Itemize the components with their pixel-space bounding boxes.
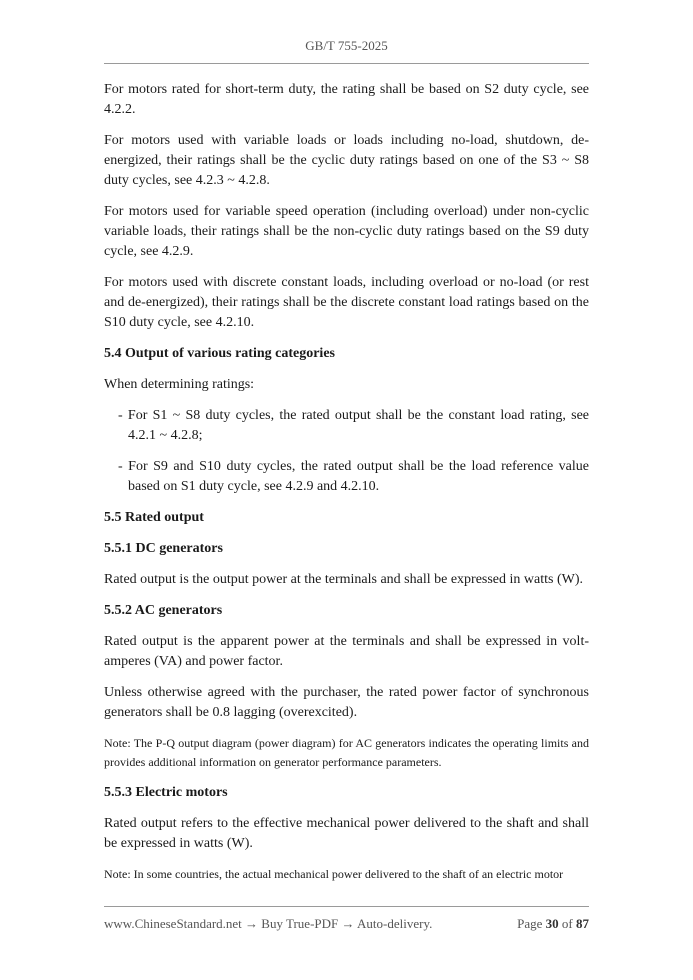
paragraph-ac-rated-output: Rated output is the apparent power at the terminals and shall be expressed in volt-amperes (VA) and power factor. <box>104 634 589 669</box>
paragraph-motor-rated-output: Rated output refers to the effective mechanical power delivered to the shaft and shall be expressed in watts (W). <box>104 816 589 851</box>
heading-5-5-1: 5.5.1 DC generators <box>104 541 223 556</box>
list-item-s9-s10: - For S9 and S10 duty cycles, the rated output shall be the load reference value based on S1 duty cycle, see 4.2.9 and 4.2.10. <box>118 459 589 494</box>
paragraph-s2-duty: For motors rated for short-term duty, the rating shall be based on S2 duty cycle, see 4.2.2. <box>104 82 589 117</box>
paragraph-s9-duty: For motors used for variable speed operation (including overload) under non-cyclic variable loads, their ratings shall be the non-cyclic duty ratings based on the S9 duty cycle, see 4.2.9. <box>104 204 589 259</box>
paragraph-s3-s8-duty: For motors used with variable loads or loads including no-load, shutdown, de-energized, their ratings shall be the cyclic duty ratings based on one of the S3 ~ S8 duty cycles, see 4.2.3 ~ 4.2.8. <box>104 133 589 188</box>
footer-site-link[interactable]: www.ChineseStandard.net <box>104 916 242 931</box>
paragraph-dc-rated-output: Rated output is the output power at the terminals and shall be expressed in watts (W). <box>104 572 583 587</box>
paragraph-s10-duty: For motors used with discrete constant loads, including overload or no-load (or rest and de-energized), their ratings shall be the discrete constant load ratings based on the S10 duty cycle, see 4.2.10. <box>104 275 589 330</box>
footer-source <box>104 916 432 932</box>
page-number <box>517 916 589 932</box>
page-label: Page <box>517 916 543 931</box>
page-header: GB/T 755-2025 <box>305 38 388 53</box>
page-current: 30 <box>545 916 559 931</box>
note-pq-diagram: Note: The P-Q output diagram (power diagram) for AC generators indicates the operating limits and provides additional information on generator performance parameters. <box>104 736 589 769</box>
header-divider <box>104 63 589 64</box>
paragraph-power-factor: Unless otherwise agreed with the purchaser, the rated power factor of synchronous generators shall be 0.8 lagging (overexcited). <box>104 685 589 720</box>
list-item-s1-s8: - For S1 ~ S8 duty cycles, the rated output shall be the constant load rating, see 4.2.1 ~ 4.2.8; <box>118 408 589 443</box>
heading-5-5-2: 5.5.2 AC generators <box>104 603 223 618</box>
footer-divider <box>104 906 589 907</box>
of-label: of <box>561 916 573 931</box>
paragraph-when-determining: When determining ratings: <box>104 377 255 392</box>
document-body <box>104 80 589 895</box>
note-mechanical-power: Note: In some countries, the actual mechanical power delivered to the shaft of an electric motor <box>104 867 564 881</box>
footer-tagline: → Buy True-PDF → Auto-delivery. <box>241 916 433 931</box>
heading-5-4: 5.4 Output of various rating categories <box>104 346 335 361</box>
heading-5-5-3: 5.5.3 Electric motors <box>104 785 228 800</box>
heading-5-5: 5.5 Rated output <box>104 510 204 525</box>
page-total: 87 <box>576 916 589 931</box>
page-footer <box>104 916 589 932</box>
